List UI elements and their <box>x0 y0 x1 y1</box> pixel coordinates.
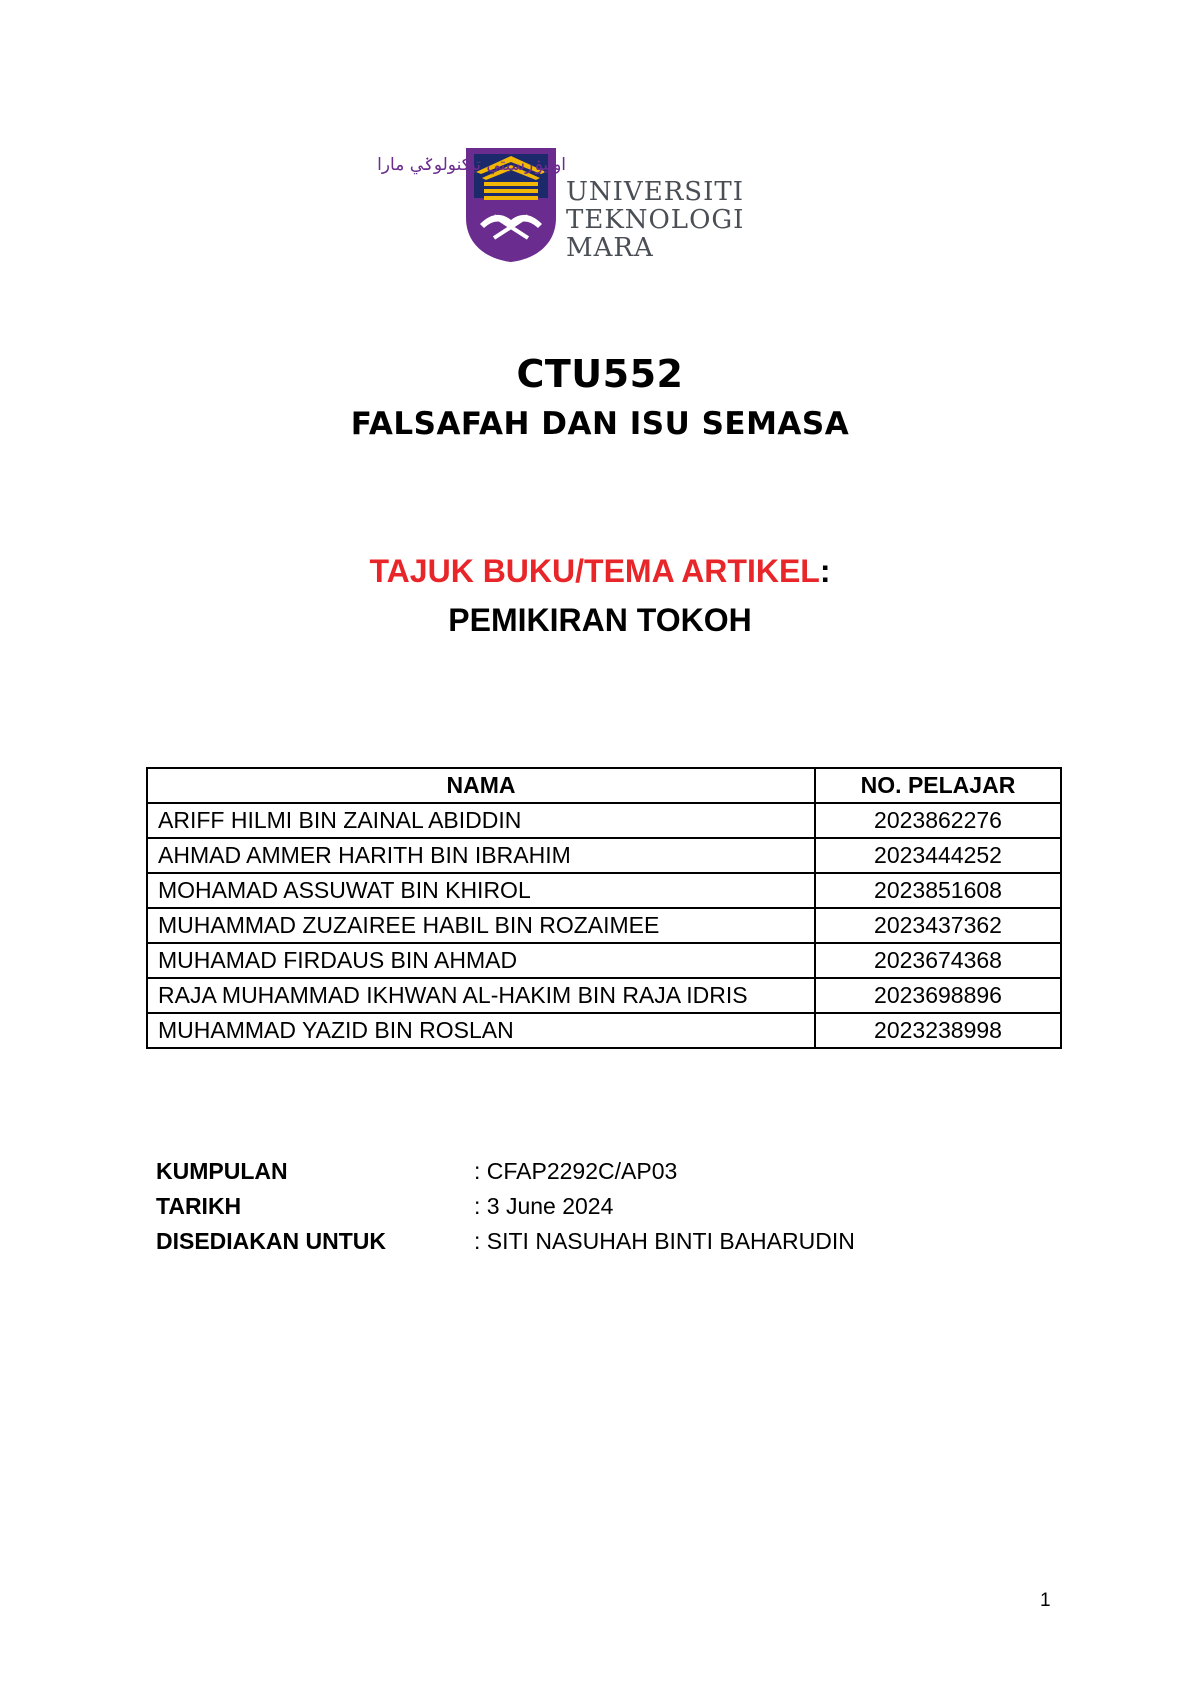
table-row <box>147 978 1061 1013</box>
date-label: TARIKH <box>156 1193 242 1219</box>
course-title: FALSAFAH DAN ISU SEMASA <box>350 406 850 442</box>
date-value: : 3 June 2024 <box>474 1193 614 1219</box>
page-number: 1 <box>1040 1590 1051 1611</box>
course-code: CTU552 <box>516 352 684 396</box>
member-id: 2023437362 <box>815 908 1061 943</box>
logo-name-line-1: UNIVERSITI <box>566 177 744 207</box>
group-value: : CFAP2292C/AP03 <box>474 1158 678 1184</box>
table-row <box>147 1013 1061 1048</box>
header-name: NAMA <box>147 768 815 803</box>
logo-arabic-text: اونيۏرسيتي تيكنولوݢي مارا <box>377 155 566 175</box>
group-label: KUMPULAN <box>156 1158 288 1184</box>
prepared-for-label: DISEDIAKAN UNTUK <box>156 1228 386 1254</box>
table-header-row <box>147 768 1061 803</box>
logo-name-line-2: TEKNOLOGI <box>566 205 745 235</box>
topic-label <box>0 553 1200 590</box>
uitm-logo-icon <box>377 146 766 264</box>
topic-label-text: TAJUK BUKU/TEMA ARTIKEL <box>369 553 820 589</box>
member-id: 2023444252 <box>815 838 1061 873</box>
member-name: MOHAMAD ASSUWAT BIN KHIROL <box>147 873 815 908</box>
member-name: MUHAMAD FIRDAUS BIN AHMAD <box>147 943 815 978</box>
topic-value: PEMIKIRAN TOKOH <box>448 602 752 638</box>
table-row <box>147 908 1061 943</box>
member-name: AHMAD AMMER HARITH BIN IBRAHIM <box>147 838 815 873</box>
table-row <box>147 838 1061 873</box>
member-name: MUHAMMAD YAZID BIN ROSLAN <box>147 1013 815 1048</box>
prepared-for-value: : SITI NASUHAH BINTI BAHARUDIN <box>474 1228 855 1254</box>
table-row <box>147 873 1061 908</box>
header-student-id: NO. PELAJAR <box>815 768 1061 803</box>
member-id: 2023851608 <box>815 873 1061 908</box>
topic-label-colon: : <box>819 553 831 589</box>
member-id: 2023238998 <box>815 1013 1061 1048</box>
table-row <box>147 943 1061 978</box>
university-logo <box>377 146 766 264</box>
member-id: 2023674368 <box>815 943 1061 978</box>
members-table <box>146 767 1062 1049</box>
logo-name-line-3: MARA <box>566 233 654 263</box>
member-name: MUHAMMAD ZUZAIREE HABIL BIN ROZAIMEE <box>147 908 815 943</box>
member-id: 2023862276 <box>815 803 1061 838</box>
table-row <box>147 803 1061 838</box>
member-id: 2023698896 <box>815 978 1061 1013</box>
member-name: RAJA MUHAMMAD IKHWAN AL-HAKIM BIN RAJA IDRIS <box>147 978 815 1013</box>
member-name: ARIFF HILMI BIN ZAINAL ABIDDIN <box>147 803 815 838</box>
